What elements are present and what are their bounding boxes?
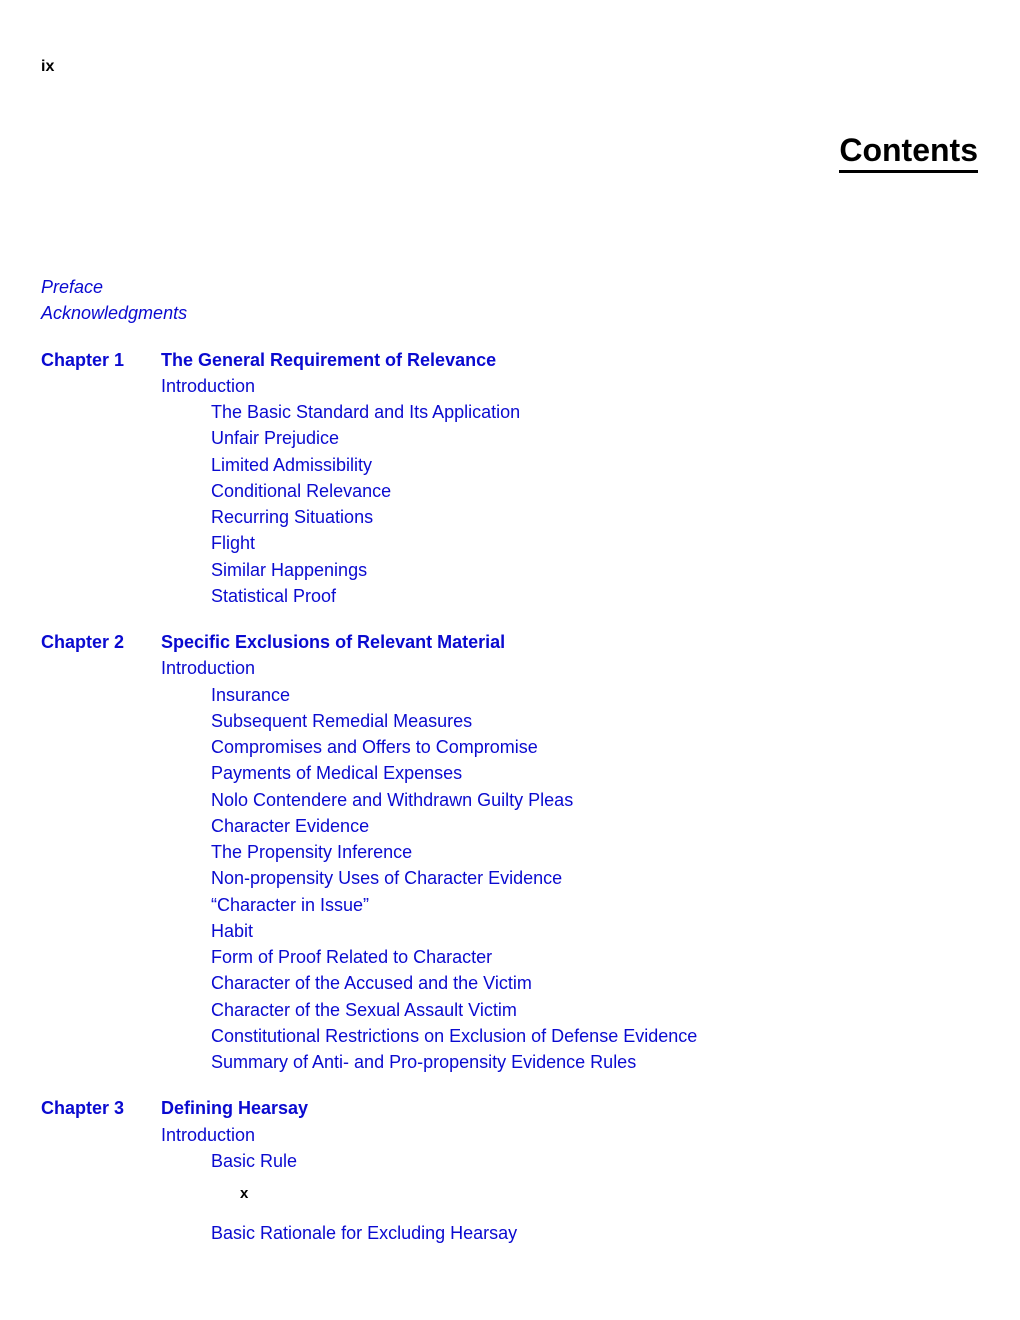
page-break-marker: x bbox=[240, 1185, 249, 1202]
toc-link-preface[interactable]: Preface bbox=[41, 277, 104, 297]
toc-link-introduction[interactable]: Introduction bbox=[161, 1125, 256, 1145]
toc-chapter-1[interactable] bbox=[41, 347, 496, 373]
chapter-label: Chapter 2 bbox=[41, 632, 125, 652]
chapter-label: Chapter 1 bbox=[41, 350, 125, 370]
toc-link-section[interactable]: Character of the Sexual Assault Victim bbox=[211, 1000, 517, 1020]
chapter-title: The General Requirement of Relevance bbox=[161, 350, 497, 370]
toc-link-acknowledgments[interactable]: Acknowledgments bbox=[41, 303, 188, 323]
toc-chapter-3[interactable] bbox=[41, 1095, 308, 1121]
chapter-title: Specific Exclusions of Relevant Material bbox=[161, 632, 506, 652]
toc-link-section[interactable]: Summary of Anti- and Pro-propensity Evidence Rules bbox=[211, 1052, 637, 1072]
toc-chapter-2[interactable] bbox=[41, 629, 505, 655]
toc-link-introduction[interactable]: Introduction bbox=[161, 658, 256, 678]
toc-link-section[interactable]: Habit bbox=[211, 921, 254, 941]
page-title: Contents bbox=[839, 130, 978, 173]
toc-link-section[interactable]: Similar Happenings bbox=[211, 560, 368, 580]
toc-link-section[interactable]: Character Evidence bbox=[211, 816, 370, 836]
toc-link-section[interactable]: Unfair Prejudice bbox=[211, 428, 340, 448]
toc-link-section[interactable]: Statistical Proof bbox=[211, 586, 337, 606]
toc-link-section[interactable]: “Character in Issue” bbox=[211, 895, 370, 915]
toc-link-section[interactable]: Flight bbox=[211, 533, 256, 553]
toc-link-section[interactable]: Basic Rule bbox=[211, 1151, 298, 1171]
toc-link-section[interactable]: Recurring Situations bbox=[211, 507, 374, 527]
toc-link-section[interactable]: Payments of Medical Expenses bbox=[211, 763, 463, 783]
toc-link-section[interactable]: Limited Admissibility bbox=[211, 455, 373, 475]
chapter-label: Chapter 3 bbox=[41, 1098, 125, 1118]
chapter-title: Defining Hearsay bbox=[161, 1098, 309, 1118]
toc-link-section[interactable]: Character of the Accused and the Victim bbox=[211, 973, 532, 993]
toc-link-section[interactable]: Form of Proof Related to Character bbox=[211, 947, 493, 967]
toc-link-introduction[interactable]: Introduction bbox=[161, 376, 256, 396]
toc-link-section[interactable]: Non-propensity Uses of Character Evidence bbox=[211, 868, 563, 888]
toc-link-section[interactable]: Basic Rationale for Excluding Hearsay bbox=[211, 1223, 518, 1243]
page-number: ix bbox=[41, 58, 55, 75]
toc-link-section[interactable]: The Propensity Inference bbox=[211, 842, 413, 862]
toc-link-section[interactable]: The Basic Standard and Its Application bbox=[211, 402, 521, 422]
toc-link-section[interactable]: Conditional Relevance bbox=[211, 481, 392, 501]
toc-link-section[interactable]: Nolo Contendere and Withdrawn Guilty Pleas bbox=[211, 790, 574, 810]
toc-link-section[interactable]: Insurance bbox=[211, 685, 291, 705]
toc-link-section[interactable]: Compromises and Offers to Compromise bbox=[211, 737, 538, 757]
toc-link-section[interactable]: Constitutional Restrictions on Exclusion of Defense Evidence bbox=[211, 1026, 698, 1046]
toc-link-section[interactable]: Subsequent Remedial Measures bbox=[211, 711, 473, 731]
